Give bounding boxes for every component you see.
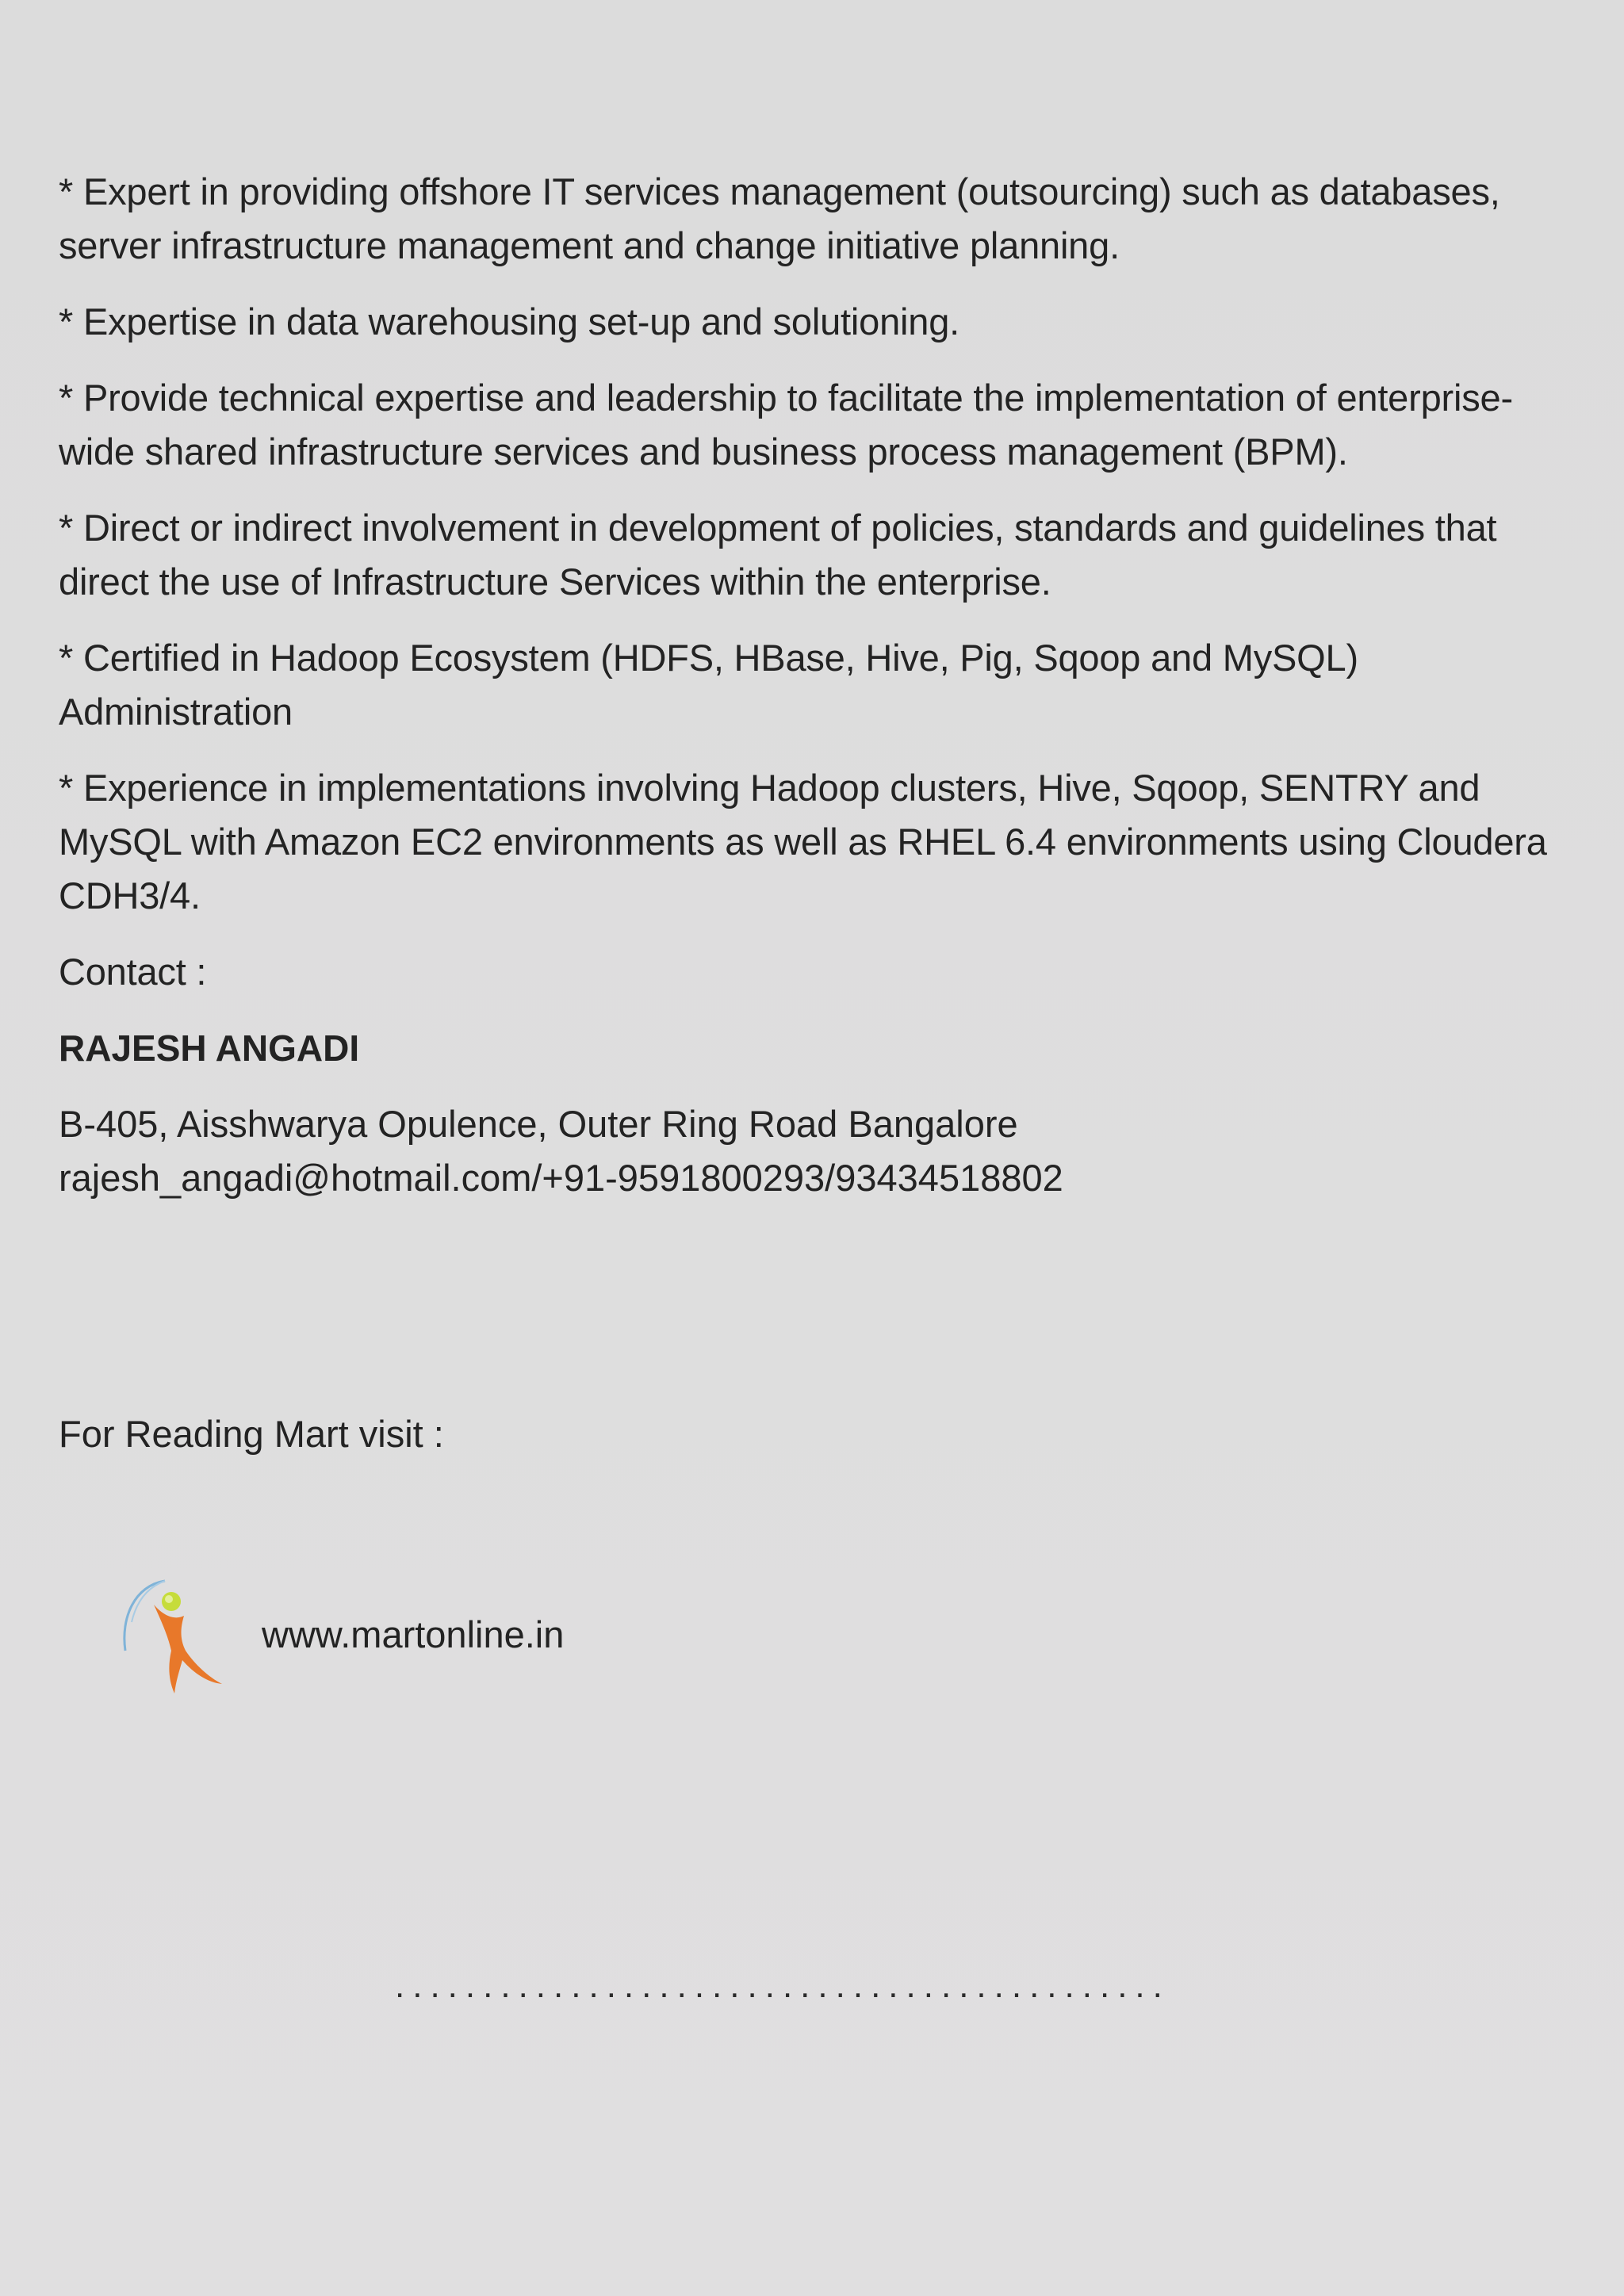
dotted-separator: ............................................ [395, 1966, 1170, 2005]
bullet-outsourcing: * Expert in providing offshore IT services management (outsourcing) such as databases, server infrastructure management and change initiative planning. [59, 170, 1500, 266]
contact-label: Contact : [59, 951, 207, 993]
bullet-data-warehousing: * Expertise in data warehousing set-up and solutioning. [59, 300, 960, 342]
bullet-hadoop-certified: * Certified in Hadoop Ecosystem (HDFS, HBase, Hive, Pig, Sqoop and MySQL) Administration [59, 637, 1358, 733]
contact-address: B-405, Aisshwarya Opulence, Outer Ring Road Bangalore [59, 1103, 1018, 1145]
bullet-policies: * Direct or indirect involvement in development of policies, standards and guidelines that direct the use of Infrastructure Services within the enterprise. [59, 507, 1497, 603]
martonline-logo-icon [119, 1578, 230, 1697]
bullet-technical-expertise: * Provide technical expertise and leadership to facilitate the implementation of enterprise-wide shared infrastructure services and business process management (BPM). [59, 377, 1513, 473]
contact-email-phone: rajesh_angadi@hotmail.com/+91-9591800293/93434518802 [59, 1157, 1063, 1199]
website-link[interactable]: www.martonline.in [262, 1613, 565, 1655]
visit-label: For Reading Mart visit : [59, 1413, 444, 1455]
martonline-logo-row [119, 1578, 833, 1697]
document-body [59, 165, 1565, 1205]
bullet-hadoop-experience: * Experience in implementations involving Hadoop clusters, Hive, Sqoop, SENTRY and MySQL with Amazon EC2 environments as well as RHEL 6.4 environments using Cloudera CDH3/4. [59, 767, 1547, 916]
contact-name: RAJESH ANGADI [59, 1027, 360, 1069]
